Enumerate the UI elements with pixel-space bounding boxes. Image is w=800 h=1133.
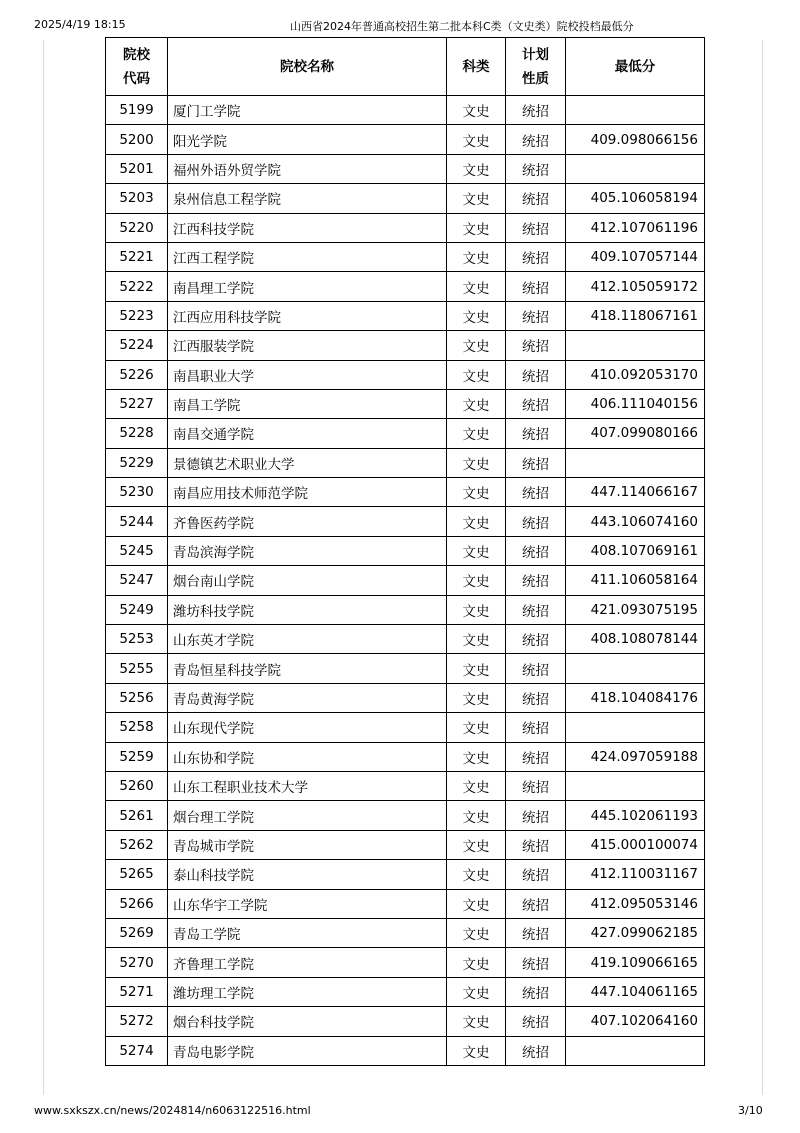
cell-name: 福州外语外贸学院 [168, 154, 447, 183]
cell-plan: 统招 [506, 96, 566, 125]
cell-score: 408.107069161 [566, 536, 705, 565]
table-row [106, 860, 705, 889]
table-row [106, 419, 705, 448]
table-row [106, 536, 705, 565]
cell-name: 烟台科技学院 [168, 1007, 447, 1036]
cell-code: 5227 [106, 389, 168, 418]
cell-code: 5271 [106, 977, 168, 1006]
cell-name: 阳光学院 [168, 125, 447, 154]
table-row [106, 977, 705, 1006]
cell-score: 405.106058194 [566, 184, 705, 213]
cell-name: 山东协和学院 [168, 742, 447, 771]
table-row [106, 889, 705, 918]
cell-subject: 文史 [447, 448, 506, 477]
page-number: 3/10 [738, 1104, 763, 1117]
cell-plan: 统招 [506, 301, 566, 330]
cell-plan: 统招 [506, 331, 566, 360]
cell-name: 烟台理工学院 [168, 801, 447, 830]
cell-subject: 文史 [447, 419, 506, 448]
cell-name: 江西应用科技学院 [168, 301, 447, 330]
cell-subject: 文史 [447, 771, 506, 800]
cell-score: 447.114066167 [566, 478, 705, 507]
cell-subject: 文史 [447, 272, 506, 301]
cell-code: 5200 [106, 125, 168, 154]
cell-name: 江西工程学院 [168, 242, 447, 271]
cell-name: 青岛恒星科技学院 [168, 654, 447, 683]
cell-plan: 统招 [506, 1036, 566, 1065]
cell-name: 南昌理工学院 [168, 272, 447, 301]
cell-code: 5201 [106, 154, 168, 183]
cell-name: 山东工程职业技术大学 [168, 771, 447, 800]
table-body [106, 96, 705, 1066]
cell-score: 443.106074160 [566, 507, 705, 536]
cell-plan: 统招 [506, 272, 566, 301]
table-row [106, 154, 705, 183]
cell-name: 厦门工学院 [168, 96, 447, 125]
cell-score [566, 96, 705, 125]
cell-plan: 统招 [506, 595, 566, 624]
cell-code: 5244 [106, 507, 168, 536]
cell-code: 5199 [106, 96, 168, 125]
cell-code: 5203 [106, 184, 168, 213]
table-row [106, 96, 705, 125]
cell-code: 5228 [106, 419, 168, 448]
cell-score [566, 713, 705, 742]
cell-score: 409.098066156 [566, 125, 705, 154]
cell-subject: 文史 [447, 860, 506, 889]
cell-score: 408.108078144 [566, 625, 705, 654]
cell-score: 447.104061165 [566, 977, 705, 1006]
cell-code: 5272 [106, 1007, 168, 1036]
cell-plan: 统招 [506, 566, 566, 595]
cell-plan: 统招 [506, 448, 566, 477]
cell-subject: 文史 [447, 889, 506, 918]
footer-url[interactable]: www.sxkszx.cn/news/2024814/n6063122516.html [34, 1104, 311, 1117]
cell-plan: 统招 [506, 1007, 566, 1036]
table-row [106, 1036, 705, 1065]
cell-score [566, 331, 705, 360]
cell-code: 5245 [106, 536, 168, 565]
cell-plan: 统招 [506, 478, 566, 507]
cell-score: 427.099062185 [566, 918, 705, 947]
table-row [106, 360, 705, 389]
header-subject: 科类 [447, 38, 506, 96]
table-row [106, 683, 705, 712]
header-plan: 计划 性质 [506, 38, 566, 96]
cell-code: 5223 [106, 301, 168, 330]
table-row [106, 918, 705, 947]
cell-subject: 文史 [447, 507, 506, 536]
cell-score: 424.097059188 [566, 742, 705, 771]
table-row [106, 830, 705, 859]
cell-code: 5255 [106, 654, 168, 683]
cell-name: 齐鲁医药学院 [168, 507, 447, 536]
cell-name: 南昌工学院 [168, 389, 447, 418]
cell-plan: 统招 [506, 242, 566, 271]
table-row [106, 595, 705, 624]
cell-plan: 统招 [506, 713, 566, 742]
cell-plan: 统招 [506, 360, 566, 389]
cell-plan: 统招 [506, 507, 566, 536]
cell-code: 5258 [106, 713, 168, 742]
cell-plan: 统招 [506, 213, 566, 242]
cell-plan: 统招 [506, 889, 566, 918]
cell-subject: 文史 [447, 478, 506, 507]
cell-name: 山东英才学院 [168, 625, 447, 654]
table-row [106, 713, 705, 742]
cell-plan: 统招 [506, 625, 566, 654]
cell-score: 418.118067161 [566, 301, 705, 330]
cell-name: 青岛电影学院 [168, 1036, 447, 1065]
cell-name: 青岛滨海学院 [168, 536, 447, 565]
cell-score: 407.099080166 [566, 419, 705, 448]
cell-name: 青岛城市学院 [168, 830, 447, 859]
cell-plan: 统招 [506, 389, 566, 418]
cell-subject: 文史 [447, 242, 506, 271]
cell-name: 青岛工学院 [168, 918, 447, 947]
header-code: 院校 代码 [106, 38, 168, 96]
cell-score: 412.095053146 [566, 889, 705, 918]
cell-plan: 统招 [506, 977, 566, 1006]
cell-code: 5256 [106, 683, 168, 712]
cell-name: 烟台南山学院 [168, 566, 447, 595]
cell-code: 5229 [106, 448, 168, 477]
table-row [106, 242, 705, 271]
cell-subject: 文史 [447, 742, 506, 771]
cell-code: 5260 [106, 771, 168, 800]
table-row [106, 654, 705, 683]
table-row [106, 801, 705, 830]
table-row [106, 1007, 705, 1036]
cell-code: 5247 [106, 566, 168, 595]
cell-subject: 文史 [447, 948, 506, 977]
cell-plan: 统招 [506, 918, 566, 947]
page-border-left [43, 40, 44, 1095]
cell-plan: 统招 [506, 948, 566, 977]
cell-score: 415.000100074 [566, 830, 705, 859]
cell-name: 泰山科技学院 [168, 860, 447, 889]
cell-name: 南昌应用技术师范学院 [168, 478, 447, 507]
table-header-row [106, 38, 705, 96]
cell-subject: 文史 [447, 801, 506, 830]
cell-code: 5266 [106, 889, 168, 918]
table-row [106, 184, 705, 213]
cell-code: 5269 [106, 918, 168, 947]
cell-subject: 文史 [447, 1007, 506, 1036]
cell-subject: 文史 [447, 389, 506, 418]
cell-score: 418.104084176 [566, 683, 705, 712]
cell-subject: 文史 [447, 977, 506, 1006]
table-row [106, 448, 705, 477]
cell-subject: 文史 [447, 830, 506, 859]
cell-code: 5220 [106, 213, 168, 242]
cell-code: 5270 [106, 948, 168, 977]
cell-score [566, 654, 705, 683]
cell-score: 411.106058164 [566, 566, 705, 595]
cell-score: 406.111040156 [566, 389, 705, 418]
cell-plan: 统招 [506, 830, 566, 859]
table-row [106, 301, 705, 330]
cell-name: 潍坊科技学院 [168, 595, 447, 624]
cell-code: 5265 [106, 860, 168, 889]
cell-score: 412.110031167 [566, 860, 705, 889]
table-row [106, 478, 705, 507]
table-row [106, 272, 705, 301]
cell-subject: 文史 [447, 125, 506, 154]
cell-code: 5274 [106, 1036, 168, 1065]
cell-name: 山东现代学院 [168, 713, 447, 742]
cell-subject: 文史 [447, 625, 506, 654]
cell-score: 410.092053170 [566, 360, 705, 389]
cell-plan: 统招 [506, 536, 566, 565]
cell-plan: 统招 [506, 683, 566, 712]
table-row [106, 566, 705, 595]
cell-plan: 统招 [506, 801, 566, 830]
table-row [106, 771, 705, 800]
cell-name: 齐鲁理工学院 [168, 948, 447, 977]
cell-subject: 文史 [447, 654, 506, 683]
cell-code: 5224 [106, 331, 168, 360]
cell-subject: 文史 [447, 213, 506, 242]
cell-score: 412.105059172 [566, 272, 705, 301]
table-row [106, 213, 705, 242]
cell-subject: 文史 [447, 184, 506, 213]
cell-plan: 统招 [506, 742, 566, 771]
page-border-right [762, 40, 763, 1095]
cell-subject: 文史 [447, 713, 506, 742]
cell-subject: 文史 [447, 536, 506, 565]
cell-plan: 统招 [506, 419, 566, 448]
table-row [106, 125, 705, 154]
cell-name: 青岛黄海学院 [168, 683, 447, 712]
cell-score: 409.107057144 [566, 242, 705, 271]
cell-plan: 统招 [506, 184, 566, 213]
header-score: 最低分 [566, 38, 705, 96]
cell-subject: 文史 [447, 360, 506, 389]
cell-subject: 文史 [447, 683, 506, 712]
cell-name: 江西服装学院 [168, 331, 447, 360]
table-row [106, 507, 705, 536]
cell-name: 南昌职业大学 [168, 360, 447, 389]
cell-code: 5222 [106, 272, 168, 301]
cell-score [566, 771, 705, 800]
cell-subject: 文史 [447, 301, 506, 330]
cell-subject: 文史 [447, 1036, 506, 1065]
cell-subject: 文史 [447, 595, 506, 624]
table-row [106, 625, 705, 654]
cell-plan: 统招 [506, 654, 566, 683]
cell-score [566, 448, 705, 477]
cell-subject: 文史 [447, 918, 506, 947]
cell-code: 5249 [106, 595, 168, 624]
cell-subject: 文史 [447, 96, 506, 125]
table-row [106, 948, 705, 977]
cell-code: 5230 [106, 478, 168, 507]
cell-name: 江西科技学院 [168, 213, 447, 242]
cell-score [566, 1036, 705, 1065]
header-name: 院校名称 [168, 38, 447, 96]
cell-score: 407.102064160 [566, 1007, 705, 1036]
page-title: 山西省2024年普通高校招生第二批本科C类（文史类）院校投档最低分 [290, 20, 634, 33]
print-datetime: 2025/4/19 18:15 [34, 18, 126, 31]
cell-plan: 统招 [506, 771, 566, 800]
cell-subject: 文史 [447, 154, 506, 183]
cell-code: 5261 [106, 801, 168, 830]
table-row [106, 742, 705, 771]
cell-score: 412.107061196 [566, 213, 705, 242]
admission-score-table [105, 37, 705, 1066]
cell-subject: 文史 [447, 566, 506, 595]
cell-code: 5253 [106, 625, 168, 654]
cell-name: 山东华宇工学院 [168, 889, 447, 918]
cell-code: 5221 [106, 242, 168, 271]
cell-code: 5259 [106, 742, 168, 771]
cell-name: 南昌交通学院 [168, 419, 447, 448]
cell-name: 泉州信息工程学院 [168, 184, 447, 213]
cell-name: 潍坊理工学院 [168, 977, 447, 1006]
cell-subject: 文史 [447, 331, 506, 360]
cell-code: 5262 [106, 830, 168, 859]
cell-name: 景德镇艺术职业大学 [168, 448, 447, 477]
cell-plan: 统招 [506, 125, 566, 154]
cell-score [566, 154, 705, 183]
cell-score: 445.102061193 [566, 801, 705, 830]
table-row [106, 389, 705, 418]
cell-score: 419.109066165 [566, 948, 705, 977]
table-row [106, 331, 705, 360]
cell-code: 5226 [106, 360, 168, 389]
cell-score: 421.093075195 [566, 595, 705, 624]
cell-plan: 统招 [506, 860, 566, 889]
cell-plan: 统招 [506, 154, 566, 183]
